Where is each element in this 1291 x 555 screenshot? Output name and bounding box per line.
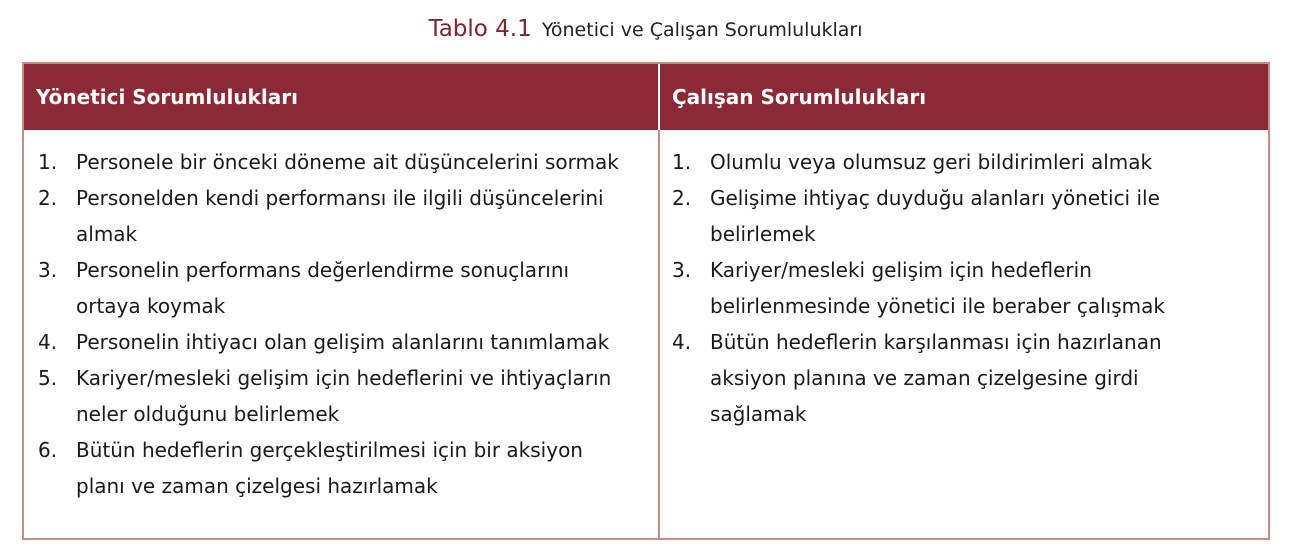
employee-responsibilities-cell — [660, 130, 1268, 538]
list-item — [38, 324, 658, 360]
list-item — [672, 180, 1268, 252]
list-item-number: 2. — [672, 186, 692, 210]
column-header-manager: Yönetici Sorumlulukları — [24, 64, 660, 130]
manager-responsibilities-list — [38, 144, 658, 504]
list-item — [38, 144, 658, 180]
list-item — [672, 324, 1268, 432]
list-item — [672, 144, 1268, 180]
responsibilities-table — [22, 62, 1270, 540]
caption-title: Yönetici ve Çalışan Sorumlulukları — [541, 19, 863, 41]
list-item-text: Personelden kendi performansı ile ilgili düşüncelerini almak — [76, 186, 604, 246]
list-item-number: 5. — [38, 366, 58, 390]
list-item-text: Kariyer/mesleki gelişim için hedeflerini ve ihtiyaçların neler olduğunu belirlemek — [76, 366, 612, 426]
list-item — [38, 432, 658, 504]
list-item — [38, 360, 658, 432]
column-header-employee: Çalışan Sorumlulukları — [672, 85, 927, 109]
list-item — [38, 252, 658, 324]
table-caption — [0, 16, 1291, 42]
list-item-number: 2. — [38, 186, 58, 210]
list-item-text: Kariyer/mesleki gelişim için hedeflerin belirlenmesinde yönetici ile beraber çalışmak — [710, 258, 1165, 318]
caption-label: Tablo 4.1 — [428, 16, 532, 42]
list-item-number: 1. — [38, 150, 58, 174]
manager-responsibilities-cell — [24, 130, 660, 538]
list-item-text: Bütün hedeflerin karşılanması için hazırlanan aksiyon planına ve zaman çizelgesine girdi sağlamak — [710, 330, 1162, 426]
list-item-number: 3. — [672, 258, 692, 282]
table-body-row — [24, 130, 1268, 538]
list-item — [672, 252, 1268, 324]
list-item-number: 4. — [672, 330, 692, 354]
list-item-text: Bütün hedeflerin gerçekleştirilmesi için bir aksiyon planı ve zaman çizelgesi hazırlamak — [76, 438, 583, 498]
list-item-text: Personelin ihtiyacı olan gelişim alanlarını tanımlamak — [76, 330, 610, 354]
list-item-number: 1. — [672, 150, 692, 174]
list-item — [38, 180, 658, 252]
list-item-text: Gelişime ihtiyaç duyduğu alanları yönetici ile belirlemek — [710, 186, 1160, 246]
table-header-row — [24, 64, 1268, 130]
list-item-number: 3. — [38, 258, 58, 282]
employee-responsibilities-list — [672, 144, 1268, 432]
list-item-text: Olumlu veya olumsuz geri bildirimleri almak — [710, 150, 1153, 174]
list-item-text: Personelin performans değerlendirme sonuçlarını ortaya koymak — [76, 258, 570, 318]
list-item-number: 4. — [38, 330, 58, 354]
list-item-text: Personele bir önceki döneme ait düşüncelerini sormak — [76, 150, 619, 174]
list-item-number: 6. — [38, 438, 58, 462]
